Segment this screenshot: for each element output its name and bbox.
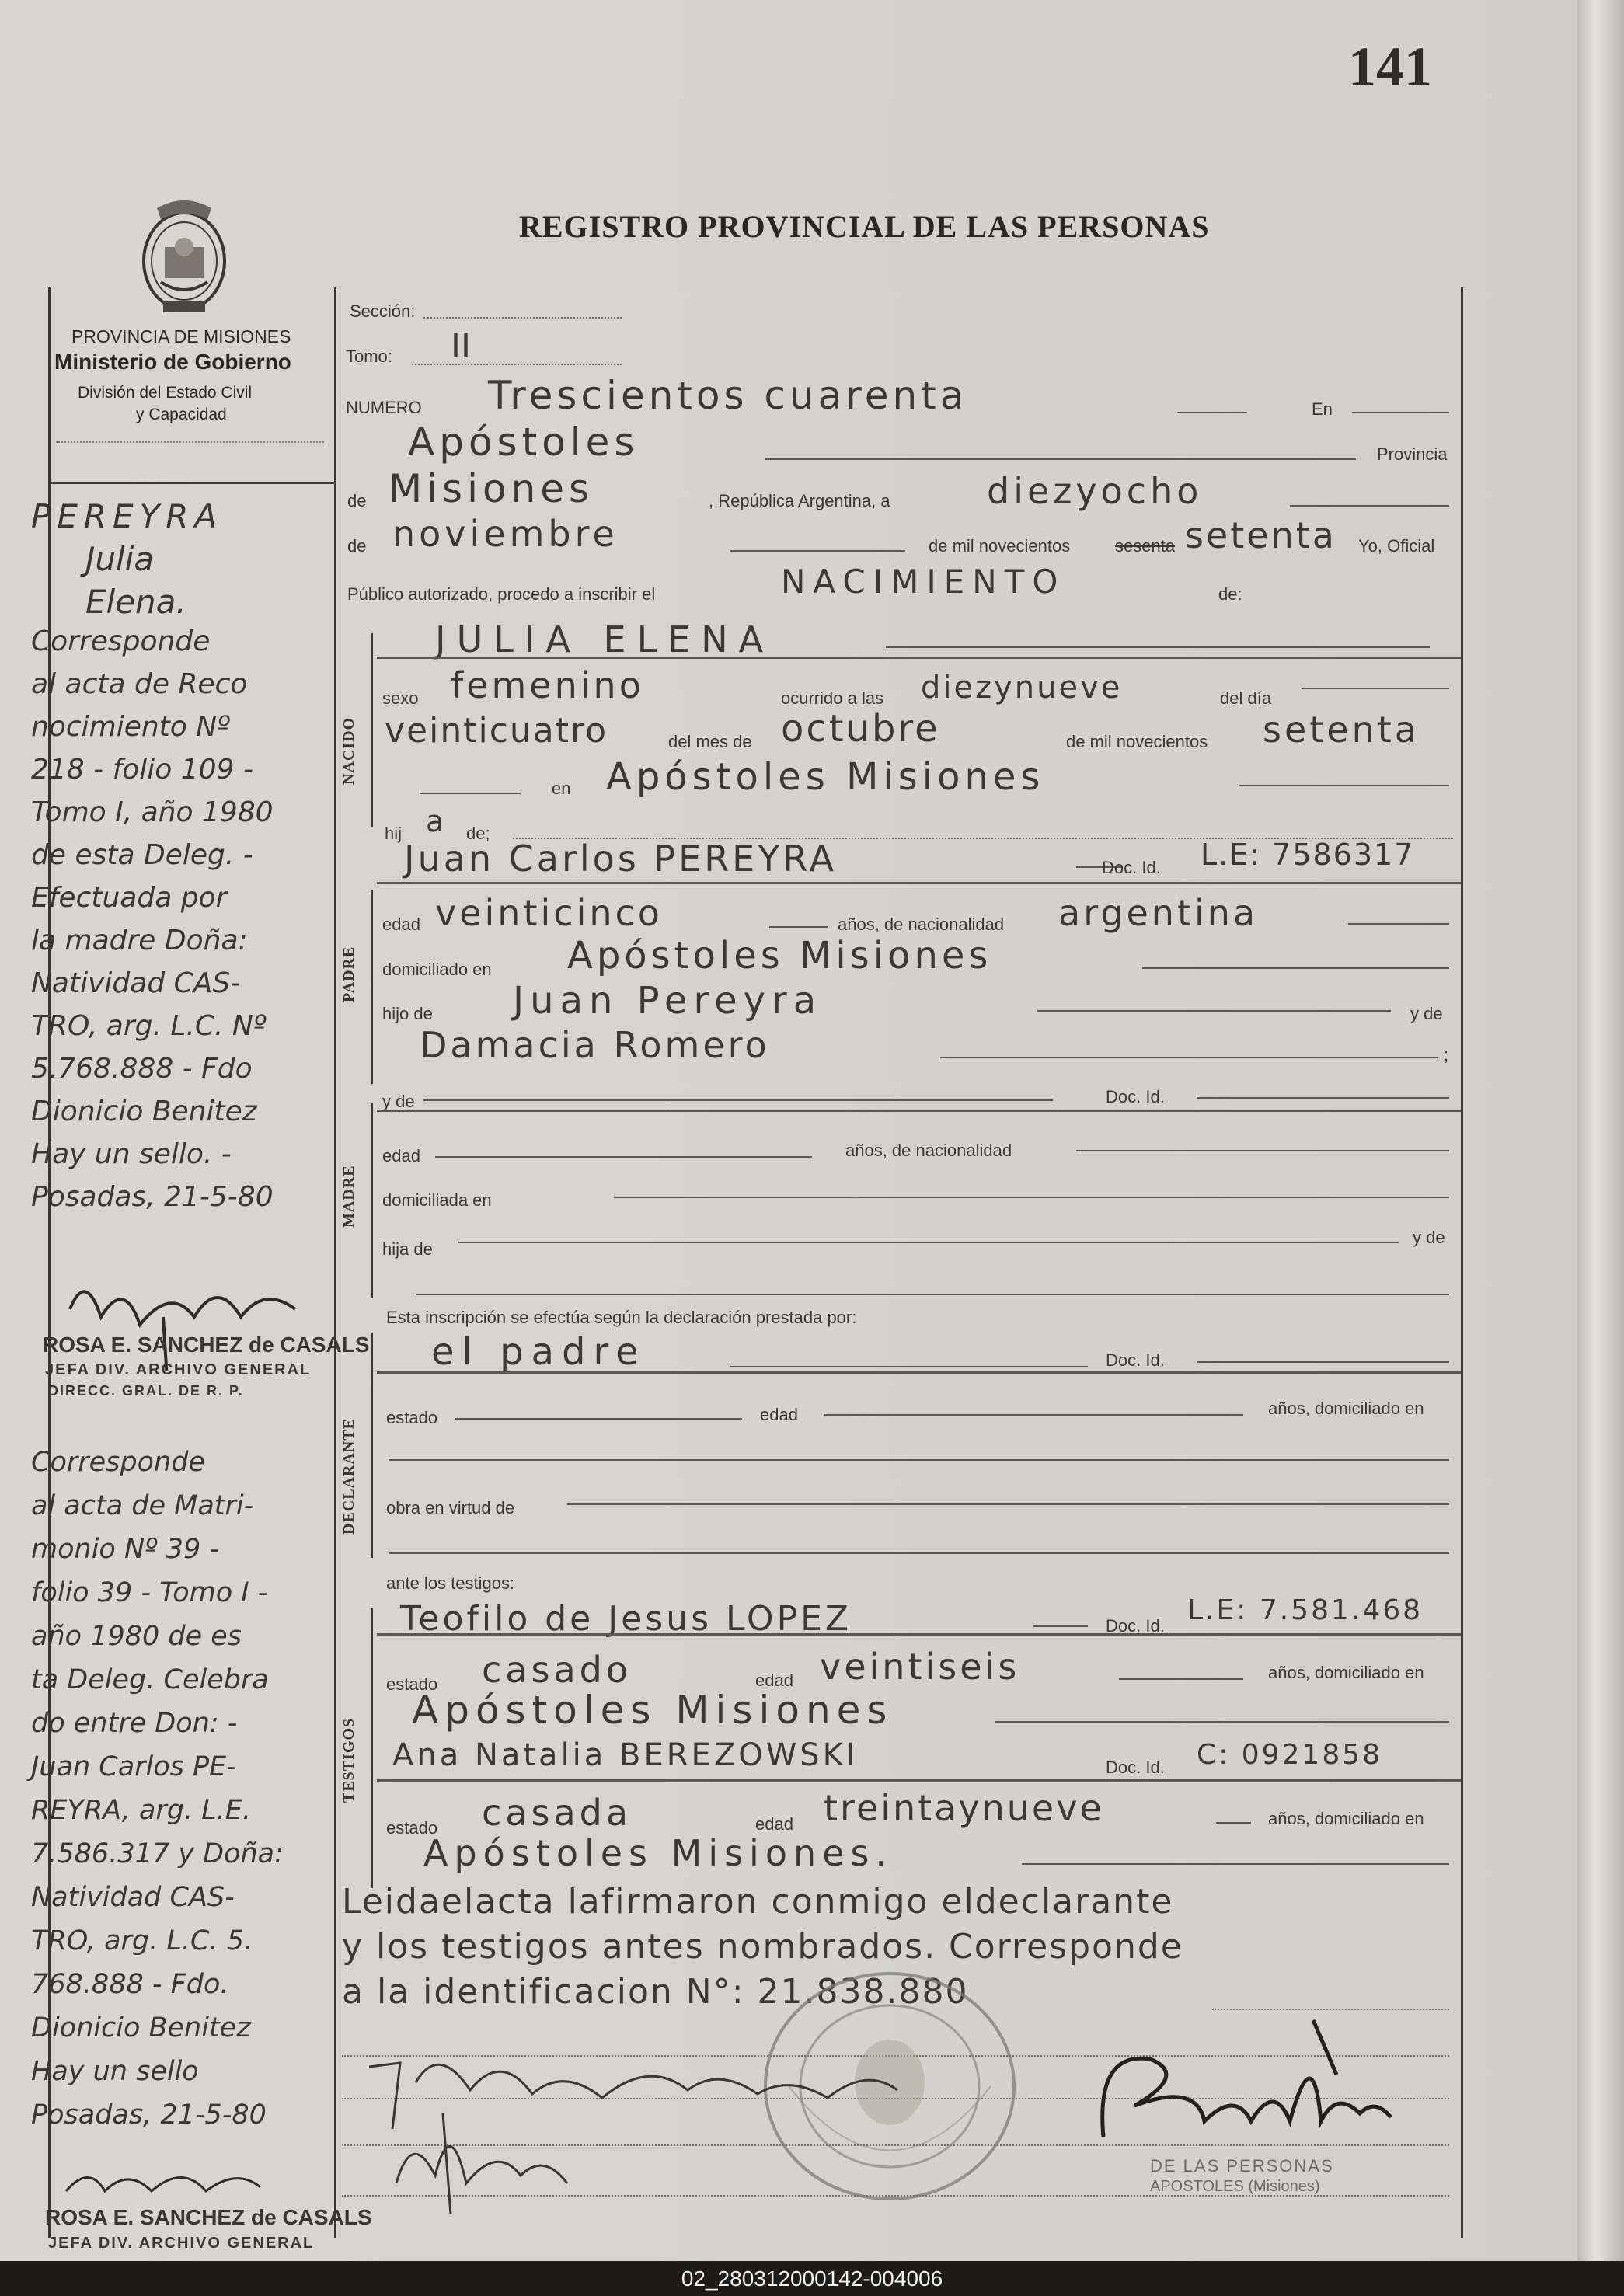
mil-label: de mil novecientos [929, 536, 1071, 556]
publico-label: Público autorizado, procedo a inscribir el [347, 584, 656, 604]
margin-note-2-line: do entre Don: - [31, 1708, 238, 1739]
madre-nationality-line [1076, 1150, 1449, 1151]
declarante-edad-line [824, 1414, 1243, 1416]
padre-y-de-label: y de [1410, 1004, 1443, 1023]
declarante-obra-line [567, 1503, 1449, 1505]
witness-2-anos-label: años, domiciliado en [1268, 1809, 1424, 1828]
madre-doc-label: Doc. Id. [1106, 1087, 1165, 1106]
struck-word: sesenta [1115, 536, 1176, 556]
declarante-doc-label: Doc. Id. [1106, 1350, 1165, 1370]
declarante-top-rule [377, 1371, 1461, 1374]
margin-note-1-line: nocimiento Nº [31, 711, 231, 743]
en-line [1352, 412, 1449, 413]
witness-1-doc-label: Doc. Id. [1106, 1616, 1165, 1636]
coat-of-arms-icon [134, 193, 235, 317]
witness-2-estado: casada [482, 1792, 633, 1834]
padre-bracket [371, 890, 373, 1084]
birth-month-value: octubre [781, 707, 940, 751]
hij-suffix: a [426, 804, 444, 838]
declarante-intro: Esta inscripción se efectúa según la declaración prestada por: [386, 1308, 857, 1327]
margin-note-1-line: 218 - folio 109 - [31, 754, 253, 786]
issuer-line-3: División del Estado Civil [78, 384, 253, 402]
padre-label: PADRE [340, 946, 357, 1002]
tomo-value: II [451, 326, 471, 366]
margin-note-1-line: Dionicio Benitez [31, 1096, 257, 1127]
witness-2-age-line [1216, 1822, 1251, 1824]
testigos-intro: ante los testigos: [386, 1573, 515, 1593]
madre-bracket [371, 1103, 373, 1298]
margin-note-2-line: folio 39 - Tomo I - [31, 1577, 268, 1608]
declarante-bracket [371, 1333, 373, 1558]
padre-age-line [769, 926, 828, 928]
witness-1-name-line [1033, 1625, 1088, 1627]
del-dia-line [1302, 688, 1449, 689]
padre-nationality: argentina [1058, 892, 1259, 934]
testigos-top-rule [377, 1633, 1461, 1636]
margin-note-1-line: Tomo I, año 1980 [31, 796, 274, 828]
witness-2-domicile-line [1022, 1863, 1449, 1865]
ocurrido-label: ocurrido a las [781, 688, 884, 708]
witness-2-doc-label: Doc. Id. [1106, 1758, 1165, 1777]
testigos-label: TESTIGOS [340, 1717, 357, 1803]
tomo-label: Tomo: [346, 347, 392, 366]
page-number: 141 [1348, 36, 1432, 98]
witness-2-doc: C: 0921858 [1197, 1739, 1383, 1771]
page-edge [1577, 0, 1624, 2261]
testigos-bracket [371, 1608, 373, 1888]
padre-mother: Damacia Romero [420, 1024, 770, 1066]
yo-label: Yo, Oficial [1358, 536, 1435, 556]
nacido-top-rule [377, 657, 1461, 659]
declarante-edad-label: edad [760, 1405, 798, 1424]
witness-1-estado: casado [482, 1649, 632, 1691]
margin-note-2-line: 768.888 - Fdo. [31, 1969, 229, 2000]
year-value: setenta [1185, 514, 1336, 556]
closing-line-3: a la identificacion N°: 21.838.880 [342, 1972, 969, 2012]
padre-semicolon: ; [1444, 1045, 1449, 1064]
madre-label: MADRE [340, 1165, 357, 1228]
stamp-1-role: JEFA DIV. ARCHIVO GENERAL [45, 1361, 312, 1378]
margin-note-1-line: la madre Doña: [31, 925, 248, 956]
margin-note-2-line: ta Deleg. Celebra [31, 1664, 269, 1695]
de-label-2: de [347, 536, 367, 556]
margin-note-1-line: Efectuada por [31, 882, 228, 914]
nacido-label: NACIDO [340, 716, 357, 785]
de-label-1: de [347, 491, 367, 510]
margin-note-1-line: Julia [85, 540, 155, 578]
margin-note-1-line: Hay un sello. - [31, 1138, 232, 1170]
margin-note-1-line: TRO, arg. L.C. Nº [31, 1010, 267, 1042]
padre-anos-label: años, de nacionalidad [838, 915, 1005, 934]
madre-domiciliada-label: domiciliada en [382, 1190, 492, 1210]
stamp-2-name: ROSA E. SANCHEZ de CASALS [45, 2205, 372, 2229]
month-value: noviembre [392, 513, 619, 555]
province-value: Misiones [389, 466, 594, 511]
day-value: diezyocho [987, 470, 1203, 512]
witness-2-estado-label: estado [386, 1818, 438, 1838]
madre-hija-line [458, 1242, 1399, 1243]
numero-line [1177, 412, 1247, 413]
margin-note-2-line: 7.586.317 y Doña: [31, 1838, 284, 1869]
margin-note-2-line: monio Nº 39 - [31, 1534, 220, 1565]
margin-note-1-line: al acta de Reco [31, 668, 248, 700]
del-mes-label: del mes de [668, 732, 752, 751]
stamp-1-name: ROSA E. SANCHEZ de CASALS [43, 1333, 370, 1357]
margin-note-2-line: año 1980 de es [31, 1621, 242, 1652]
en-label: En [1312, 399, 1333, 419]
seal-text-1: DE LAS PERSONAS [1150, 2156, 1334, 2176]
witness-1-estado-label: estado [386, 1674, 438, 1694]
birth-day-value: veinticuatro [385, 711, 608, 751]
madre-y-de-label-2: y de [1413, 1228, 1445, 1247]
margin-note-1-line: Corresponde [31, 625, 211, 657]
birth-en-pre-line [420, 793, 521, 794]
hij-label: hij [385, 824, 403, 843]
witness-1-edad-label: edad [755, 1671, 793, 1690]
padre-name: Juan Carlos PEREYRA [404, 838, 837, 880]
madre-edad-line [435, 1156, 812, 1158]
padre-top-rule [377, 882, 1461, 884]
birth-place-value: Apóstoles Misiones [606, 755, 1045, 799]
madre-domicile-line [614, 1197, 1449, 1198]
signature-benitez [1080, 2005, 1406, 2152]
declarante-value-line [730, 1366, 1088, 1367]
padre-mother-line [940, 1057, 1438, 1058]
declarante-estado-line [455, 1418, 742, 1420]
day-line [1290, 505, 1449, 507]
margin-note-1-line: 5.768.888 - Fdo [31, 1053, 253, 1085]
provincia-label: Provincia [1377, 444, 1448, 464]
padre-age-value: veinticinco [435, 892, 663, 934]
numero-value: Trescientos cuarenta [488, 373, 968, 418]
nacido-name-line [886, 646, 1430, 648]
declarante-estado-label: estado [386, 1408, 438, 1427]
margin-note-1-line: de esta Deleg. - [31, 839, 253, 871]
padre-nationality-line [1348, 923, 1449, 925]
madre-anos-label: años, de nacionalidad [845, 1141, 1012, 1160]
nacido-bracket [371, 633, 373, 827]
image-id-footer: 02_280312000142-004006 [0, 2261, 1624, 2296]
padre-edad-label: edad [382, 915, 420, 934]
margin-note-2-line: Hay un sello [31, 2056, 199, 2087]
madre-y-de-label: y de [382, 1092, 415, 1111]
witness-1-age: veintiseis [820, 1646, 1020, 1688]
seccion-label: Sección: [350, 301, 416, 321]
issuer-line-1: PROVINCIA DE MISIONES [71, 326, 291, 347]
declarante-value: el padre [431, 1330, 646, 1374]
margin-note-2-line: TRO, arg. L.C. 5. [31, 1925, 253, 1956]
witness-2-name: Ana Natalia BEREZOWSKI [392, 1737, 859, 1773]
padre-doc-value: L.E: 7586317 [1201, 838, 1415, 872]
nacido-name: JULIA ELENA [435, 618, 775, 660]
de-colon: de: [1218, 584, 1242, 604]
act-type: NACIMIENTO [781, 563, 1066, 601]
birth-en-label: en [552, 779, 571, 798]
padre-hijo-de-label: hijo de [382, 1004, 433, 1023]
page-title: REGISTRO PROVINCIAL DE LAS PERSONAS [519, 209, 1210, 244]
sexo-label: sexo [382, 688, 419, 708]
issuer-line-2: Ministerio de Gobierno [54, 350, 291, 374]
madre-name-line [423, 1099, 1053, 1101]
witness-1-domicile: Apóstoles Misiones [412, 1688, 894, 1733]
closing-line-2: y los testigos antes nombrados. Corresponde [342, 1927, 1183, 1967]
signature-witness [365, 2098, 598, 2222]
margin-note-2-line: REYRA, arg. L.E. [31, 1795, 252, 1826]
del-dia-label: del día [1220, 688, 1272, 708]
declarante-doc-line [1197, 1361, 1449, 1363]
birth-year-value: setenta [1263, 709, 1420, 751]
witness-1-name: Teofilo de Jesus LOPEZ [400, 1599, 852, 1639]
margin-note-2-line: Juan Carlos PE- [31, 1751, 236, 1782]
witness-1-anos-label: años, domiciliado en [1268, 1663, 1424, 1682]
hour-value: diezynueve [921, 670, 1123, 706]
padre-father-line [1037, 1010, 1391, 1012]
margin-note-1-line: Natividad CAS- [31, 967, 241, 999]
margin-note-2-line: al acta de Matri- [31, 1490, 254, 1521]
margin-note-1-line: Posadas, 21-5-80 [31, 1181, 274, 1213]
issuer-divider [48, 482, 334, 484]
witness-2-edad-label: edad [755, 1814, 793, 1834]
place-value: Apóstoles [408, 420, 639, 465]
madre-extra-line [416, 1294, 1449, 1295]
republica-label: , República Argentina, a [709, 491, 890, 510]
witness-2-age: treintaynueve [824, 1787, 1104, 1829]
margin-dotted-rule [56, 441, 324, 443]
margin-note-1-line: PEREYRA [31, 497, 224, 535]
signature-casals-2 [58, 2160, 330, 2207]
padre-domicile-line [1142, 967, 1449, 969]
witness-2-domicile: Apóstoles Misiones. [423, 1832, 894, 1874]
witness-2-rule [377, 1779, 1461, 1782]
margin-note-2-line: Posadas, 21-5-80 [31, 2099, 267, 2131]
witness-1-age-line [1119, 1678, 1243, 1680]
declarante-obra-label: obra en virtud de [386, 1498, 515, 1517]
seal-text-2: APOSTOLES (Misiones) [1150, 2178, 1320, 2195]
padre-doc-label: Doc. Id. [1102, 858, 1161, 877]
place-line [765, 458, 1356, 460]
numero-label: NUMERO [346, 398, 422, 417]
madre-edad-label: edad [382, 1146, 420, 1165]
birth-mil-label: de mil novecientos [1066, 732, 1208, 751]
margin-note-2-line: Corresponde [31, 1447, 205, 1478]
sexo-value: femenino [451, 664, 644, 706]
margin-note-2-line: Natividad CAS- [31, 1882, 235, 1913]
margin-right-rule [334, 287, 336, 2238]
form-right-rule [1461, 287, 1463, 2238]
padre-father: Juan Pereyra [513, 979, 823, 1023]
seccion-line [423, 317, 622, 319]
stamp-1-dept: DIRECC. GRAL. DE R. P. [48, 1383, 244, 1399]
witness-1-domicile-line [995, 1721, 1449, 1723]
declarante-extra-line [389, 1552, 1449, 1554]
stamp-2-role: JEFA DIV. ARCHIVO GENERAL [48, 2235, 315, 2252]
madre-doc-line [1197, 1097, 1449, 1099]
margin-note-2-line: Dionicio Benitez [31, 2012, 251, 2043]
declarante-anos-label: años, domiciliado en [1268, 1399, 1424, 1418]
witness-1-doc: L.E: 7.581.468 [1187, 1594, 1424, 1626]
madre-top-rule [377, 1110, 1461, 1112]
margin-note-1-line: Elena. [85, 583, 186, 621]
hij-de-label: de; [466, 824, 490, 843]
declarante-label: DECLARANTE [340, 1417, 357, 1535]
issuer-line-4: y Capacidad [136, 406, 227, 423]
closing-line-1: Leidaelacta lafirmaron conmigo eldeclarante [342, 1882, 1174, 1921]
declarante-domicile-line [389, 1459, 1449, 1461]
padre-domicile: Apóstoles Misiones [567, 934, 992, 977]
madre-hija-de-label: hija de [382, 1239, 433, 1259]
padre-domiciliado-label: domiciliado en [382, 960, 492, 979]
birth-place-line [1239, 785, 1449, 786]
month-line [730, 550, 905, 552]
tomo-line [412, 364, 622, 365]
